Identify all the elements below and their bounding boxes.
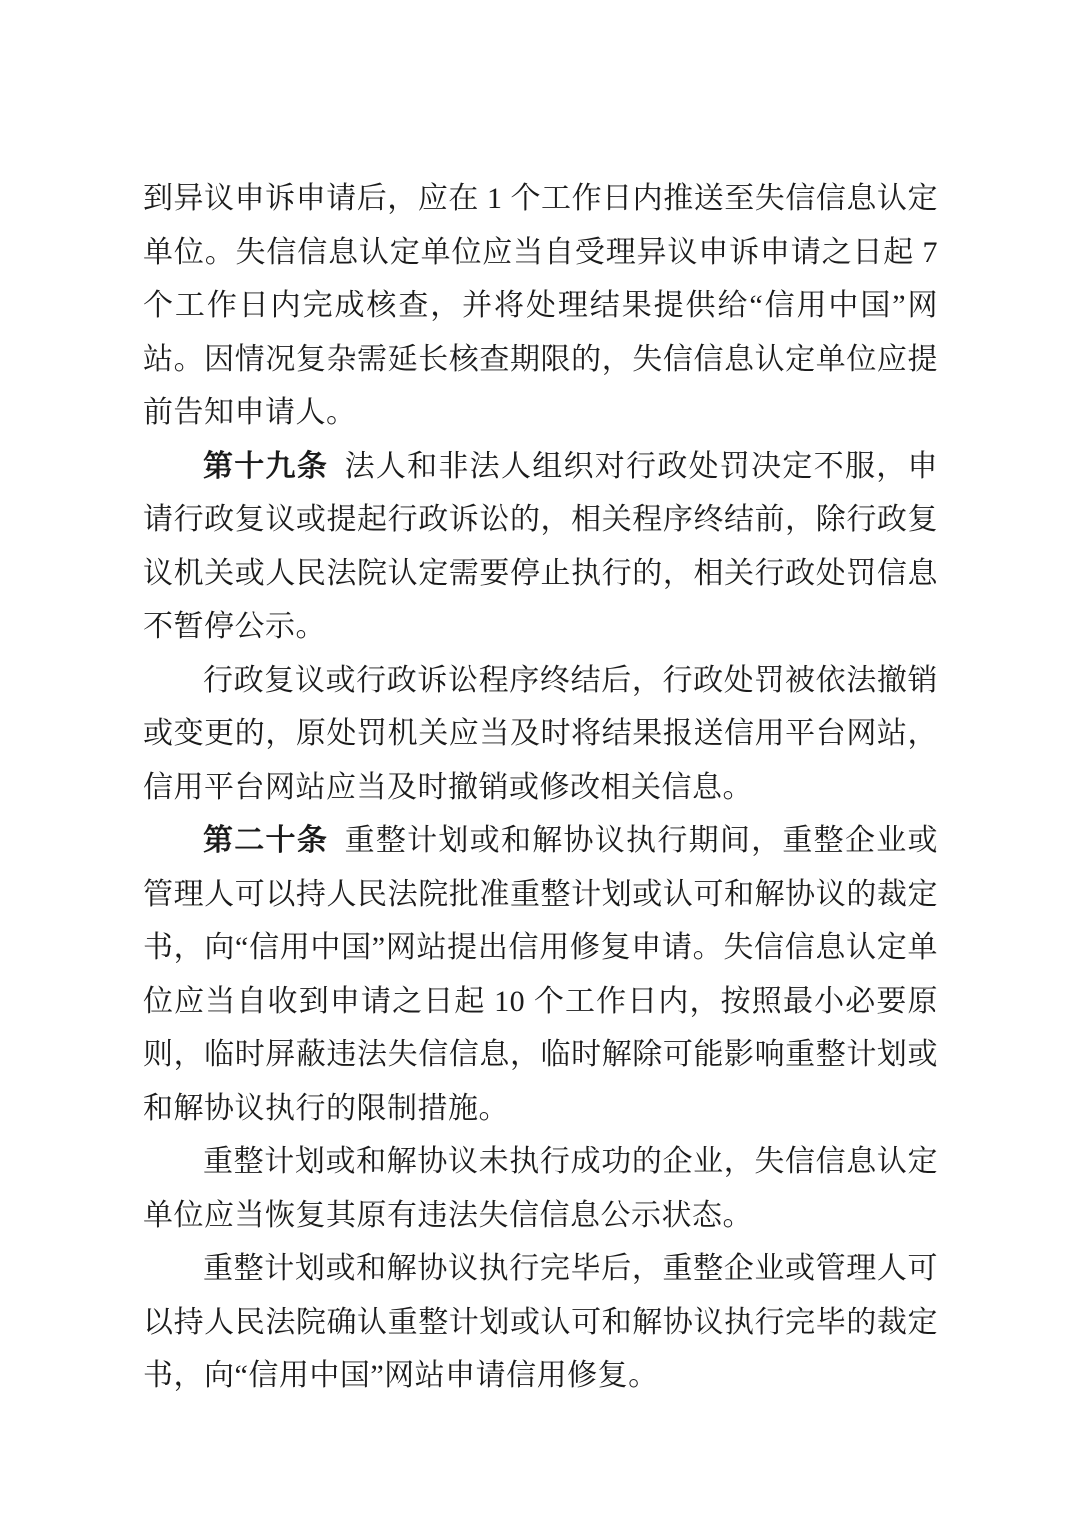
paragraph-text: 到异议申诉申请后，应在 1 个工作日内推送至失信信息认定单位。失信信息认定单位应当自受理异议申诉申请之日起 7 个工作日内完成核查，并将处理结果提供给“信用中国”网站。因情况复杂需延长核查期限的，失信信息认定单位应提前告知申请人。 xyxy=(143,182,938,429)
paragraph-article-20 xyxy=(143,814,938,1135)
paragraph-text: 重整计划或和解协议执行完毕后，重整企业或管理人可以持人民法院确认重整计划或认可和解协议执行完毕的裁定书，向“信用中国”网站申请信用修复。 xyxy=(143,1252,938,1392)
article-number-heading: 第十九条 xyxy=(203,449,329,483)
document-body-text xyxy=(143,172,938,1403)
paragraph-text: 法人和非法人组织对行政处罚决定不服，申请行政复议或提起行政诉讼的，相关程序终结前，除行政复议机关或人民法院认定需要停止执行的，相关行政处罚信息不暂停公示。 xyxy=(143,449,939,643)
paragraph-article-19 xyxy=(143,440,938,654)
paragraph-article-20-cont-2 xyxy=(143,1242,938,1403)
article-number-heading: 第二十条 xyxy=(203,824,329,857)
paragraph-article-20-cont-1 xyxy=(143,1135,938,1242)
paragraph-continuation xyxy=(143,172,938,440)
paragraph-text: 重整计划或和解协议执行期间，重整企业或管理人可以持人民法院批准重整计划或认可和解协议的裁定书，向“信用中国”网站提出信用修复申请。失信信息认定单位应当自收到申请之日起 10 个工作日内，按照最小必要原则，临时屏蔽违法失信信息，临时解除可能影响重整计划或和解协议执行的限制措施。 xyxy=(143,824,939,1125)
paragraph-article-19-cont xyxy=(143,654,938,815)
paragraph-text: 重整计划或和解协议未执行成功的企业，失信信息认定单位应当恢复其原有违法失信信息公示状态。 xyxy=(143,1145,938,1232)
paragraph-text: 行政复议或行政诉讼程序终结后，行政处罚被依法撤销或变更的，原处罚机关应当及时将结果报送信用平台网站，信用平台网站应当及时撤销或修改相关信息。 xyxy=(143,663,938,804)
